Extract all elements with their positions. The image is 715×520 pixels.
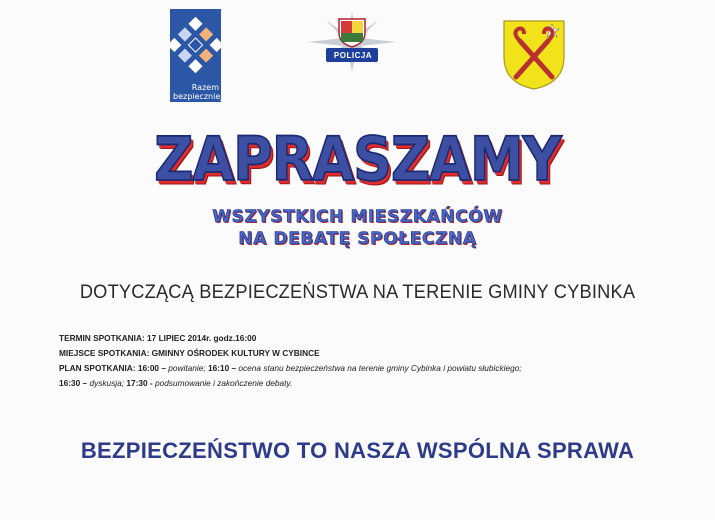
meeting-place-row xyxy=(59,346,679,361)
plan-item-3-time: 16:30 – xyxy=(59,378,88,388)
plan-item-2-time: 16:10 – xyxy=(207,363,237,373)
date-value: 17 LIPIEC 2014r. godz.16:00 xyxy=(147,333,257,343)
cybinka-coat-of-arms xyxy=(502,19,566,91)
razem-bezpieczniej-text xyxy=(173,83,223,101)
plan-label: PLAN SPOTKANIA: xyxy=(59,363,136,373)
policja-logo xyxy=(305,11,398,73)
subtitle-line-2: NA DEBATĘ SPOŁECZNĄ xyxy=(238,229,477,249)
main-title: ZAPRASZAMY xyxy=(154,124,561,195)
plan-item-4-time: 17:30 - xyxy=(126,378,153,388)
plan-item-4-text: podsumowanie i zakończenie debaty. xyxy=(154,378,293,388)
razem-text: Razem xyxy=(191,83,219,92)
plan-item-2-text: ocena stanu bezpieczeństwa na terenie gminy Cybinka i powiatu słubickiego; xyxy=(238,363,522,373)
plan-item-3-text: dyskusja; xyxy=(89,378,125,388)
meeting-plan-row-2 xyxy=(59,376,679,391)
coat-of-arms-icon xyxy=(502,19,566,91)
plan-item-1-time: 16:00 – xyxy=(137,363,166,373)
police-star-icon xyxy=(305,11,398,73)
razem-bezpieczniej-logo xyxy=(170,9,221,102)
date-label: TERMIN SPOTKANIA: xyxy=(59,333,145,343)
place-value: GMINNY OŚRODEK KULTURY W CYBINCE xyxy=(151,348,320,358)
plan-item-1-text: powitanie; xyxy=(168,363,206,373)
debate-topic: DOTYCZĄCĄ BEZPIECZEŃSTWA NA TERENIE GMINY CYBINKA xyxy=(79,282,636,303)
place-label: MIEJSCE SPOTKANIA: xyxy=(59,348,150,358)
slogan: BEZPIECZEŃSTWO TO NASZA WSPÓLNA SPRAWA xyxy=(80,438,635,463)
policja-text: POLICJA xyxy=(333,51,373,60)
meeting-plan-row xyxy=(59,361,679,376)
subtitle-line-1: WSZYSTKICH MIESZKAŃCÓW xyxy=(212,207,503,227)
meeting-date-row xyxy=(59,331,679,346)
bezpieczniej-text: bezpieczniej xyxy=(173,92,223,101)
meeting-details xyxy=(59,331,679,391)
